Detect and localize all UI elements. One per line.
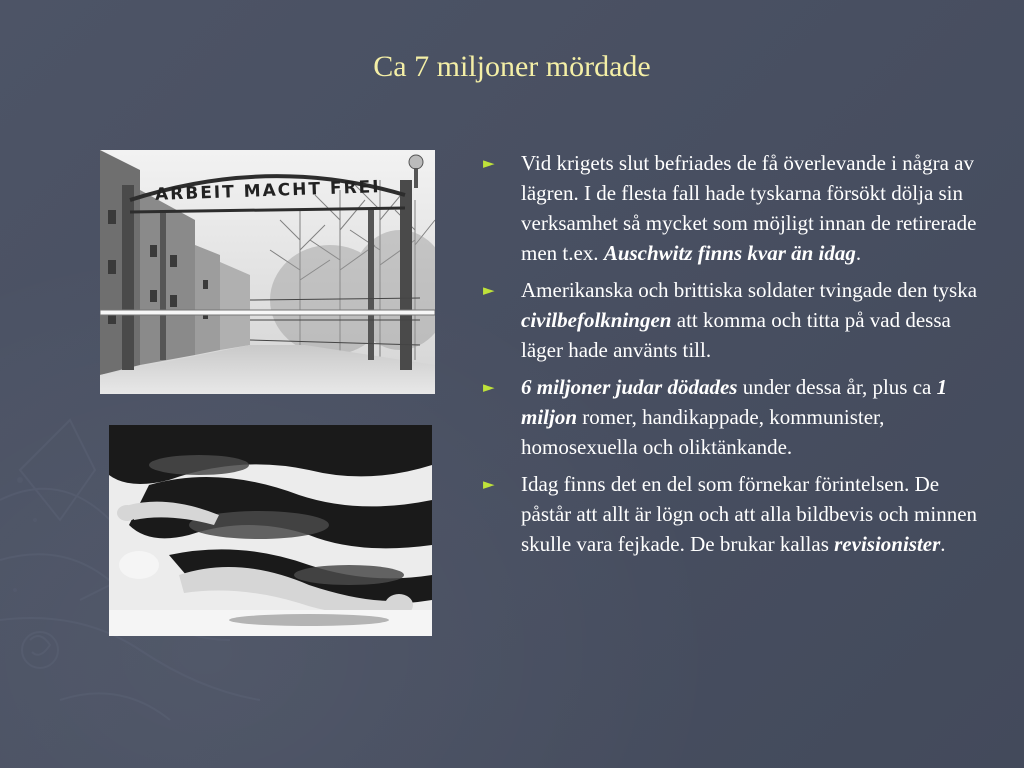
bullet-item [483,275,983,365]
auschwitz-gate-photo [100,150,435,394]
bullet-text: . [940,532,946,556]
bullet-text: under dessa år, plus ca [737,375,937,399]
triangle-right-icon: ► [483,378,495,396]
bullet-emphasis: revisionister [834,532,941,556]
bullet-item [483,469,983,559]
bullet-item [483,148,983,268]
triangle-right-icon: ► [483,281,495,299]
bullet-emphasis: civilbefolkningen [521,308,672,332]
bullet-emphasis: 1 miljon [521,375,948,429]
triangle-right-icon: ► [483,154,495,172]
gate-sign-text: ARBEIT MACHT FREI [154,177,381,205]
slide-title: Ca 7 miljoner mördade [373,50,651,83]
bullet-text: Amerikanska och brittiska soldater tvingade den tyska [521,278,978,302]
victims-photo [109,425,432,636]
bullet-text: . [855,241,862,265]
bullet-text: Idag finns det en del som förnekar förintelsen. De påstår att allt är lögn och att alla bildbevis och minnen skulle vara fejkade. De brukar kallas [521,472,978,556]
bullet-text: att komma och titta på vad dessa läger hade använts till. [521,308,951,362]
bullet-text: romer, handikappade, kommunister, homosexuella och oliktänkande. [521,405,885,459]
bullet-emphasis: 6 miljoner judar dödades [521,375,738,399]
bullet-emphasis: Auschwitz finns kvar än idag [603,241,856,265]
bullet-item [483,372,983,462]
bullet-text: Vid krigets slut befriades de få överlevande i några av lägren. I de flesta fall hade tyskarna försökt dölja sin verksamhet så mycket som möjligt innan de retirerade men t.ex. [521,151,977,265]
bullet-list [483,148,983,566]
triangle-right-icon: ► [483,475,495,493]
